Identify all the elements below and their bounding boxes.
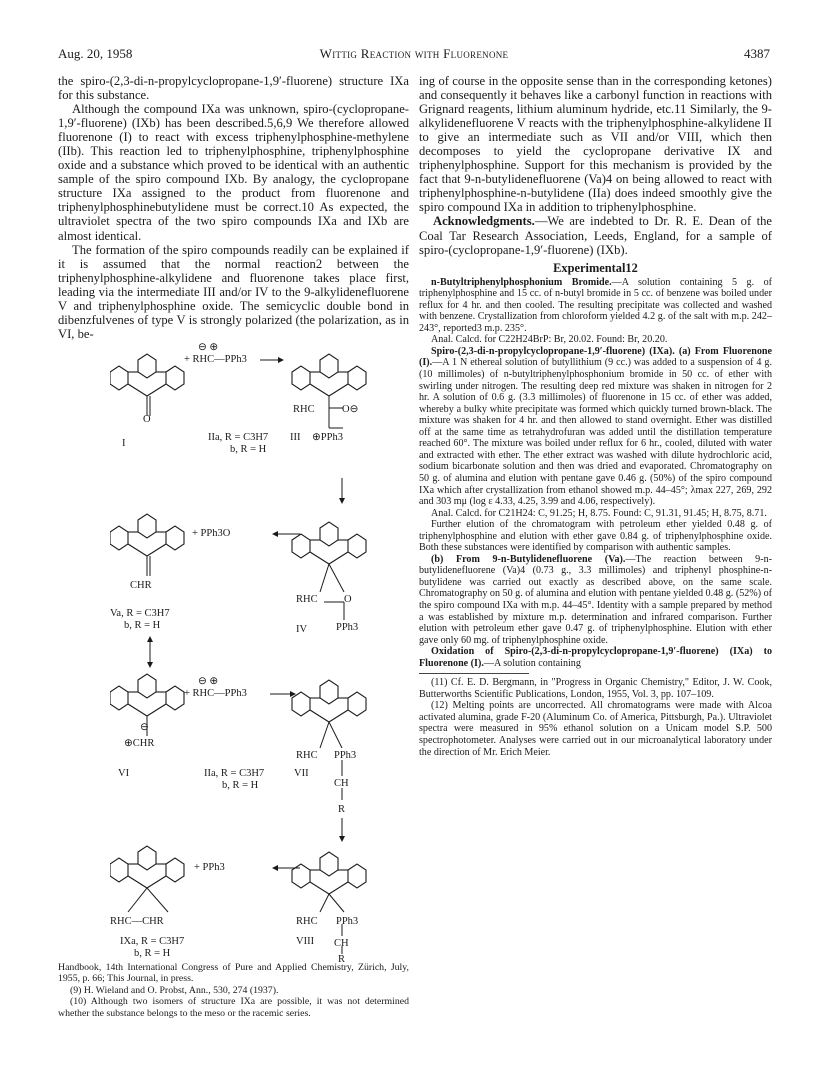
arrow-left-2-head [272,865,278,871]
label-PPh3-plus: ⊕PPh3 [312,432,343,443]
label-VIII: VIII [296,936,315,947]
header-title: Wittig Reaction with Fluorenone [319,46,509,61]
label-Vb: b, R = H [124,620,161,631]
section-2-continued: Further elution of the chromatogram with petroleum ether yielded 0.48 g. of triphenylphosphine and elution with ether gave 0.84 g. of triphenylphosphine oxide. Both these substances were identified by comparison with authentic samples. [419,519,772,554]
label-RHC-CHR: RHC—CHR [110,916,164,927]
label-IV: IV [296,624,308,635]
section-1-heading: n-Butyltriphenylphosphonium Bromide. [431,276,612,288]
label-PPh3-IV: PPh3 [336,622,359,633]
resonance-arrow-up-head [147,636,153,642]
label-IXa: IXa, R = C3H7 [120,936,185,947]
intermediate-III-structure [292,354,366,428]
carbanion-charge: ⊖ [140,722,149,733]
label-O-minus: O⊖ [342,404,359,415]
experimental-heading: Experimental12 [553,260,638,275]
section-2-text: —A 1 N ethereal solution of butyllithium (9 cc.) was added to a suspension of 4 g. (10 millimoles) of n-butyltriphenylphosphonium bromide in 50 cc. of ether with swirling under nitrogen. The resulting deep red mixture was shaken in nitrogen for 2 hr. A solution of 0.6 g. (3.3 millimoles) of fluorenone in 15 cc. of ether was added, whereby a bulky white precipitate was formed which quickly turned brown-black. The mixture was shaken for 4 hr. and then allowed to stand overnight. Ether was distilled off at the same time as tetrahydrofuran was added until the distillation temperature reached 60°. The mixture was boiled under reflux for 6 hr., cooled, diluted with water and extracted with ether. The ether extract was washed with dilute hydrochloric acid, sodium bicarbonate solution and then was dried and evaporated. Chromatography on 50 g. of alumina and elution with pentane gave 0.46 g. (50%) of the spiro compound IXa which after crystallization from ethanol showed m.p. 44–45°; λmax 227, 269, 292 and 303 mμ (log ε 4.33, 4.25, 3.99 and 4.06, respectively). [419,357,772,508]
left-paragraph-2: Although the compound IXa was unknown, spiro-(cyclopropane-1,9′-fluorene) (IXb) has been described.5,6,9 We therefore allowed fluorenone (I) to react with excess triphenylphosphine-methylene (IIb). This reaction led to triphenylphosphine, triphenylphosphine oxide and a substance which proved to be identical with an authentic sample of the spiro compound IXb. By analogy, the cyclopropane structure IXa assigned to the product from fluorenone and triphenylphosphinebutylidene must be correct.10 As expected, the ultraviolet spectra of the two spiro compounds IXa and IXb are almost identical. [58,102,409,243]
reaction-scheme-drawing [110,340,370,965]
right-footnotes [419,677,772,758]
label-CH-VIII: CH [334,938,349,949]
label-CH-VII: CH [334,778,349,789]
row3-reagent: + RHC—PPh3 [184,688,247,699]
reaction-scheme [110,340,370,965]
resonance-arrow-down-head [147,662,153,668]
arrow-right-1-head [278,357,284,363]
section-1-text: —A solution containing 5 g. of triphenylphosphine and 15 cc. of n-butyl bromide in 5 cc. of benzene was boiled under reflux for 4 hr. and then cooled. The resulting precipitate was collected and washed with benzene. Crystallization from chloroform yielded 4.2 g. of the salt with m.p. 242–243°, reported3 m.p. 235°. [419,276,773,334]
section-2-heading: Spiro-(2,3-di-n-propylcyclopropane-1,9′-fluorene) (IXa). (a) From Fluorenone (I). [419,345,772,369]
footnote-rule [419,673,529,674]
intermediate-IV-structure [292,522,366,620]
label-III: III [290,432,301,443]
section-3 [419,554,772,646]
label-IIb-2: b, R = H [222,780,259,791]
section-2 [419,346,772,508]
right-column [419,74,772,758]
header-page-number: 4387 [744,46,770,61]
row1-charges: ⊖ ⊕ [198,342,219,353]
section-4 [419,646,772,669]
label-PPh3-VII: PPh3 [334,750,357,761]
label-O: O [143,414,151,425]
label-CHR: CHR [130,580,152,591]
section-4-heading: Oxidation of Spiro-(2,3-di-n-propylcyclopropane-1,9′-fluorene) (IXa) to Fluorenone (I). [419,646,772,669]
left-footnotes [58,962,409,1019]
label-IIb: b, R = H [230,444,267,455]
label-I: I [122,438,126,449]
footnote-12: (12) Melting points are uncorrected. All chromatograms were made with Alcoa activated alumina, grade F-20 (Aluminum Co. of America, Pittsburgh, Pa.). Ultraviolet spectra were measured in 95% ethanol solution on a Unicam model S.P. 500 spectrophotometer. Analyses were carried out in our microanalytical laboratory under the direction of Mr. Erich Meier. [419,700,772,758]
label-IIa: IIa, R = C3H7 [208,432,269,443]
section-1-analysis: Anal. Calcd. for C22H24BrP: Br, 20.02. Found: Br, 20.20. [431,334,668,346]
label-Va: Va, R = C3H7 [110,608,170,619]
footnote-9: (9) H. Wieland and O. Probst, Ann., 530, 274 (1937). [70,984,279,996]
label-RHC-III: RHC [293,404,315,415]
page-header [58,46,770,64]
acknowledgments [419,214,772,256]
section-4-text: —A solution containing [483,657,581,669]
row4-reagent: + PPh3 [194,862,225,873]
right-paragraph-1: ing of course in the opposite sense than in the corresponding ketones) and consequently it behaves like a carbonyl function in reactions with Grignard reagents, lithium aluminum hydride, etc.11 Similarly, the 9-alkylidenefluorene V reacts with the triphenylphosphine-alkylidene II to give an intermediate such as VII and/or VIII, which then decomposes to yield the cyclopropane derivative IX and triphenylphosphine. Support for this mechanism is provided by the fact that 9-n-butylidenefluorene (Va)4 on being allowed to react with triphenylphosphine-n-butylidene (IIa) does indeed smoothly give the spiro compound IXa in addition to triphenylphosphine. [419,74,772,215]
label-RHC-VII: RHC [296,750,318,761]
label-O-IV: O [344,594,352,605]
fluorenone-I-structure [110,354,184,416]
label-RHC-VIII: RHC [296,916,318,927]
section-3-heading: (b) From 9-n-Butylidenefluorene (Va). [431,553,626,565]
label-VII: VII [294,768,309,779]
label-VI: VI [118,768,130,779]
label-RHC-IV: RHC [296,594,318,605]
label-R-VII: R [338,804,346,815]
footnote-10: (10) Although two isomers of structure IXa are possible, it was not determined whether the substance belongs to the meso or the racemic series. [58,996,409,1019]
left-column [58,74,409,341]
arrow-down-1-head [339,498,345,504]
footnote-11: (11) Cf. E. D. Bergmann, in "Progress in Organic Chemistry," Editor, J. W. Cook, Butterworths Scientific Publications, London, 1955, Vol. 3, pp. 107–109. [419,677,772,700]
left-paragraph-3: The formation of the spiro compounds readily can be explained if it is assumed that the normal reaction2 between the triphenylphosphine-alkylidene and fluorenone takes place first, leading via the intermediate III and/or IV to the 9-alkylidenefluorene V and triphenylphosphine oxide. The semicyclic double bond in dibenzfulvenes of type V is strongly polarized (the polarization, as in VI, be- [58,242,409,341]
section-3-text: —The reaction between 9-n-butylidenefluorene (Va)4 (0.73 g., 3.3 millimoles) and triphenyl phosphine-n-butylidene was carried out exactly as described above, on the same scale. Chromatography on 50 g. of alumina and elution with pentane yielded 0.48 g. (52%) of the spiro compound IXa with m.p. 44–45°. Identity with a sample prepared by method a was established by mixture m.p. determination and infrared comparison. Further elution with petroleum ether gave 0.47 g. of triphenylphosphine. Elution with ether gave only 60 mg. of triphenylphosphine oxide. [419,553,772,646]
arrow-down-2-head [339,836,345,842]
section-1 [419,277,772,335]
spiro-IX-structure [110,846,184,912]
acknowledgments-heading: Acknowledgments. [433,214,535,229]
footnote-continued: Handbook, 14th International Congress of Pure and Applied Chemistry, Zürich, July, 1955, p. 66; This Journal, in press. [58,962,409,985]
header-date: Aug. 20, 1958 [58,46,133,61]
row1-reagent: + RHC—PPh3 [184,354,247,365]
row3-charges: ⊖ ⊕ [198,676,219,687]
alkylidenefluorene-V-structure [110,514,184,576]
section-2-analysis: Anal. Calcd. for C21H24: C, 91.25; H, 8.75. Found: C, 91.31, 91.45; H, 8.75, 8.71. [431,507,767,519]
left-paragraph-1: the spiro-(2,3-di-n-propylcyclopropane-1,9′-fluorene) structure IXa for this substance. [58,74,409,103]
label-PPh3-VIII: PPh3 [336,916,359,927]
arrow-left-1-head [272,531,278,537]
experimental-section [419,277,772,758]
label-IXb: b, R = H [134,948,171,959]
row2-reagent: + PPh3O [192,528,231,539]
label-R-VIII: R [338,954,346,965]
label-IIa-2: IIa, R = C3H7 [204,768,265,779]
intermediate-VII-structure [292,680,366,800]
acknowledgments-text: —We are indebted to Dr. R. E. Dean of the Coal Tar Research Association, Leeds, England, for a sample of spiro-(cyclopropane-1,9′-fluorene) (IXb). [419,214,772,257]
label-CHR-plus: ⊕CHR [124,738,155,749]
